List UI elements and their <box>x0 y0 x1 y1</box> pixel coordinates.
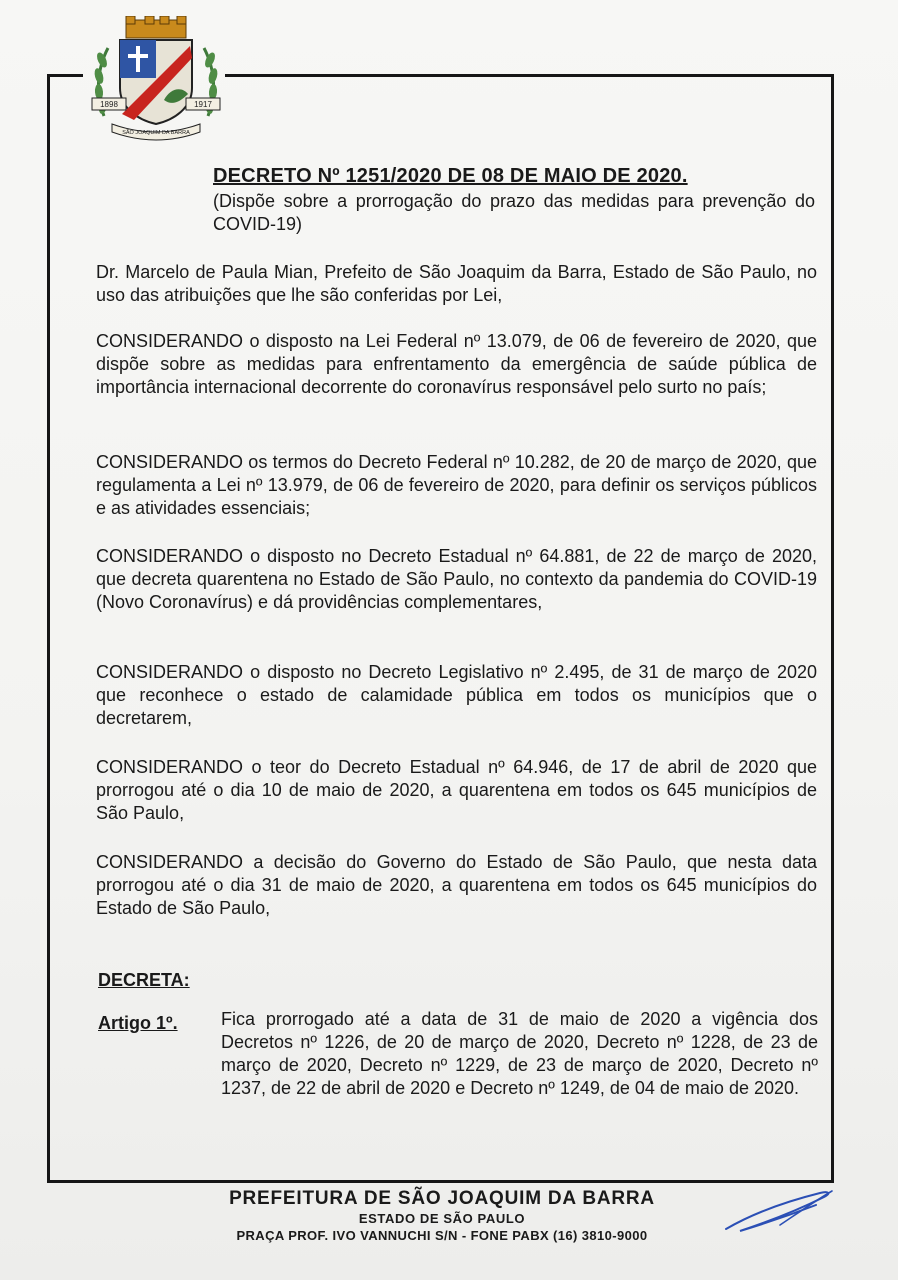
decreta-heading: DECRETA: <box>98 970 190 990</box>
considerando-paragraph-5 <box>96 756 817 825</box>
page-border-top-right <box>225 74 831 77</box>
municipal-crest-icon <box>90 16 222 142</box>
considerando-text: a decisão do Governo do Estado de São Paulo, que nesta data prorrogou até o dia 31 de maio de 2020, a quarentena em todos os 645 municípios do Estado de São Paulo, <box>96 852 817 918</box>
footer-address: PRAÇA PROF. IVO VANNUCHI S/N - FONE PABX (16) 3810-9000 <box>236 1228 648 1243</box>
footer-state: ESTADO DE SÃO PAULO <box>358 1211 526 1226</box>
artigo-text: Fica prorrogado até a data de 31 de maio de 2020 a vigência dos Decretos nº 1226, de 20 de março de 2020, Decreto nº 1228, de 23 de março de 2020, Decreto nº 1229, de 23 de março de 2020, Decreto nº 1237, de 22 de abril de 2020 e Decreto nº 1249, de 04 de maio de 2020. <box>221 1009 818 1098</box>
page-border-top-left <box>47 74 83 77</box>
considerando-keyword: CONSIDERANDO <box>96 331 244 351</box>
considerando-paragraph-1 <box>96 330 817 399</box>
considerando-keyword: CONSIDERANDO <box>96 852 244 872</box>
artigo-label: Artigo 1º. <box>98 1013 178 1033</box>
crest-year-left: 1898 <box>100 100 118 109</box>
considerando-text: o disposto no Decreto Estadual nº 64.881, de 22 de março de 2020, que decreta quarentena no Estado de São Paulo, no contexto da pandemia do COVID-19 (Novo Coronavírus) e dá providências complementares, <box>96 546 817 612</box>
preamble-paragraph: Dr. Marcelo de Paula Mian, Prefeito de São Joaquim da Barra, Estado de São Paulo, no uso das atribuições que lhe são conferidas por Lei, <box>96 262 817 305</box>
considerando-keyword: CONSIDERANDO <box>96 662 244 682</box>
considerando-paragraph-2 <box>96 451 817 520</box>
considerando-keyword: CONSIDERANDO <box>96 757 244 777</box>
crest-ribbon-text: SÃO JOAQUIM DA BARRA <box>122 130 190 136</box>
considerando-text: o disposto na Lei Federal nº 13.079, de 06 de fevereiro de 2020, que dispõe sobre as medidas para enfrentamento da emergência de saúde pública de importância internacional decorrente do coronavírus responsável pelo surto no país; <box>96 331 817 397</box>
considerando-text: o disposto no Decreto Legislativo nº 2.495, de 31 de março de 2020 que reconhece o estado de calamidade pública em todos os municípios que o decretarem, <box>96 662 817 728</box>
footer-org-name: PREFEITURA DE SÃO JOAQUIM DA BARRA <box>229 1188 655 1209</box>
considerando-text: o teor do Decreto Estadual nº 64.946, de 17 de abril de 2020 que prorrogou até o dia 10 de maio de 2020, a quarentena em todos os 645 municípios de São Paulo, <box>96 757 817 823</box>
considerando-paragraph-3 <box>96 545 817 614</box>
decree-subtitle: (Dispõe sobre a prorrogação do prazo das medidas para prevenção do COVID-19) <box>213 191 815 234</box>
considerando-keyword: CONSIDERANDO <box>96 546 244 566</box>
decree-title: DECRETO Nº 1251/2020 DE 08 DE MAIO DE 2020. <box>213 165 688 187</box>
signature-icon <box>720 1185 840 1245</box>
considerando-paragraph-4 <box>96 661 817 730</box>
considerando-text: os termos do Decreto Federal nº 10.282, de 20 de março de 2020, que regulamenta a Lei nº 13.979, de 06 de fevereiro de 2020, para definir os serviços públicos e as atividades essenciais; <box>96 452 817 518</box>
considerando-paragraph-6 <box>96 851 817 920</box>
considerando-keyword: CONSIDERANDO <box>96 452 244 472</box>
crest-year-right: 1917 <box>194 100 212 109</box>
